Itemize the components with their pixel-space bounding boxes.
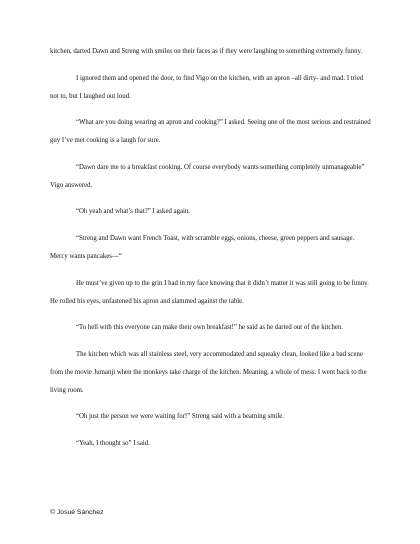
paragraph: The kitchen which was all stainless steel, very accommodated and squeaky clean, looked like a bad scene from the movie Jumanji when the monkeys take charge of the kitchen. Meaning, a whole of mess. I went back to the living room. — [50, 350, 367, 394]
paragraph: “Dawn dare me to a breakfast cooking. Of course everybody wants something completely unmanageable” Vigo answered. — [50, 163, 365, 189]
paragraph: “Oh just the person we were waiting for!” Streng said with a beaming smile. — [76, 413, 285, 421]
copyright-footer: © Josué Sánchez — [50, 509, 104, 516]
paragraph: kitchen, darted Dawn and Streng with smiles on their faces as if they were laughing to something extremely funny. — [50, 48, 363, 55]
paragraph: “Yeah, I thought so” I said. — [76, 439, 150, 447]
paragraph: “Oh yeah and what’s that?” I asked again. — [76, 208, 190, 216]
body-text — [50, 43, 372, 462]
paragraph: He must’ve given up to the grin I had in my face knowing that it didn’t matter it was still going to be funny. He rolled his eyes, unfastened his apron and slammed against the table. — [50, 279, 369, 305]
paragraph: “To hell with this everyone can make their own breakfast!” he said as he darted out of the kitchen. — [76, 324, 343, 332]
paragraph: “What are you doing wearing an apron and cooking?” I asked. Seeing one of the most serious and restrained guy I’ve met cooking is a laugh for sure. — [50, 119, 371, 145]
paragraph: “Streng and Dawn want French Toast, with scramble eggs, onions, cheese, green peppers and sausage. Mercy wants pancakes—“ — [50, 234, 355, 260]
paragraph: I ignored them and opened the door, to find Vigo on the kitchen, with an apron –all dirty- and mad. I tried not to, but I laughed out loud. — [50, 74, 364, 100]
